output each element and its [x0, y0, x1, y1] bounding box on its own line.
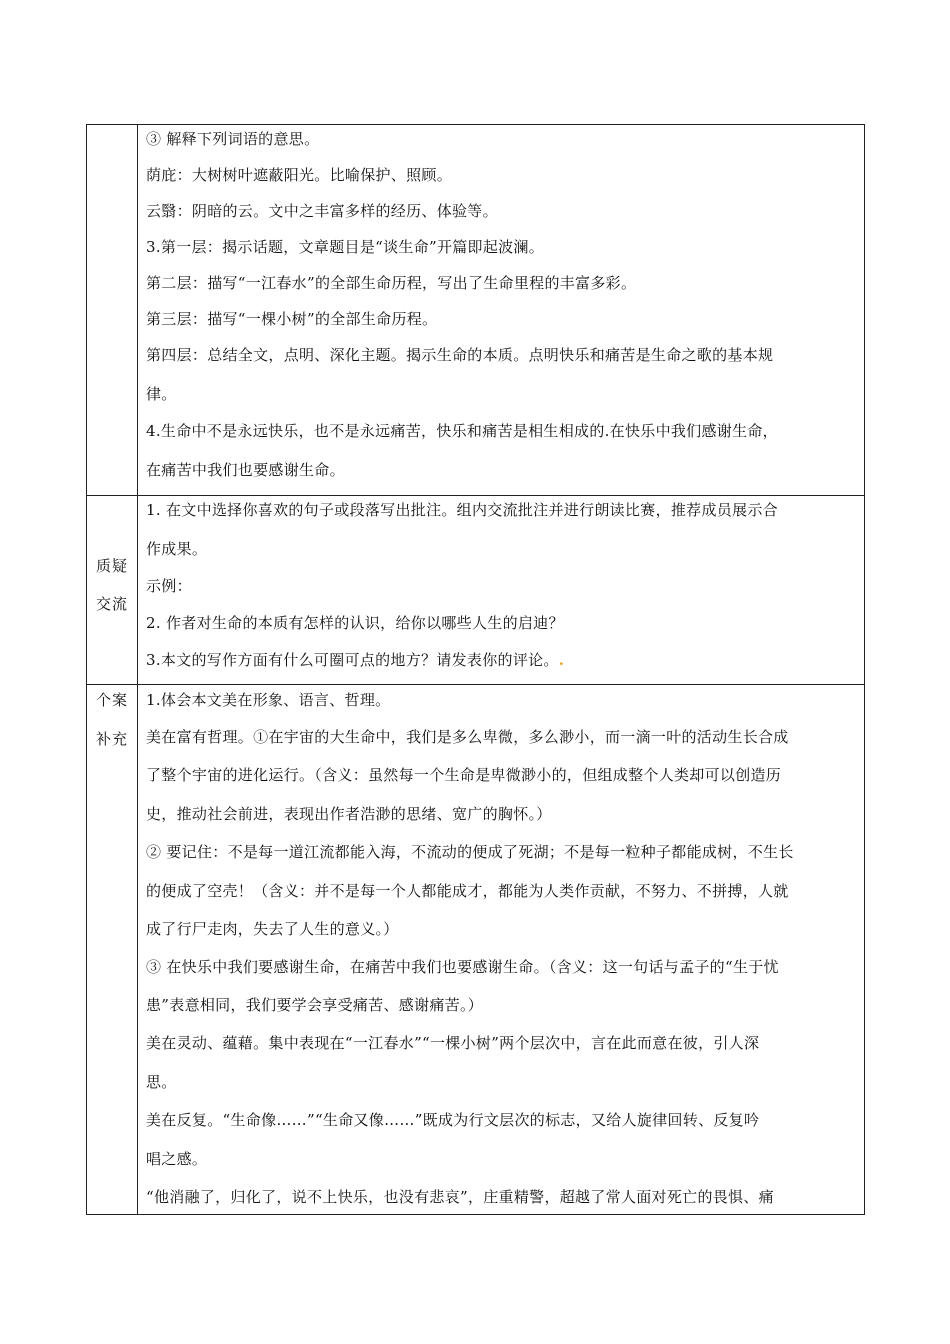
text-line: 唱之感。: [146, 1150, 208, 1168]
text-line: 美在反复。“生命像……”“生命又像……”既成为行文层次的标志，又给人旋律回转、反复吟: [146, 1111, 760, 1129]
text-line: 了整个宇宙的进化运行。（含义：虽然每一个生命是卑微渺小的，但组成整个人类却可以创造历: [146, 766, 782, 784]
text-line: 美在富有哲理。①在宇宙的大生命中，我们是多么卑微，多么渺小，而一滴一叶的活动生长合成: [146, 728, 789, 746]
text-line: 律。: [146, 385, 177, 403]
text-line: 1.体会本文美在形象、语言、哲理。: [146, 691, 391, 709]
text-line: 1. 在文中选择你喜欢的句子或段落写出批注。组内交流批注并进行朗读比赛，推荐成员展示合: [146, 501, 778, 519]
text-line: 云翳：阴暗的云。文中之丰富多样的经历、体验等。: [146, 202, 498, 220]
text-line: 患”表意相同，我们要学会享受痛苦、感谢痛苦。）: [146, 996, 484, 1014]
text-line: 示例：: [146, 577, 192, 595]
text-line: 的便成了空壳！（含义：并不是每一个人都能成才，都能为人类作贡献，不努力、不拼搏，人就: [146, 882, 789, 900]
text-line: 4.生命中不是永远快乐，也不是永远痛苦，快乐和痛苦是相生相成的.在快乐中我们感谢生命，: [146, 422, 778, 440]
text-line: 作成果。: [146, 540, 208, 558]
column-divider: [137, 124, 138, 1215]
text-content: 3.本文的写作方面有什么可圈可点的地方？请发表你的评论。: [146, 651, 559, 669]
text-line: 史，推动社会前进，表现出作者浩渺的思绪、宽广的胸怀。）: [146, 805, 552, 823]
text-line: 美在灵动、蕴藉。集中表现在“一江春水”“一棵小树”两个层次中，言在此而意在彼，引人深: [146, 1034, 760, 1052]
text-line: 在痛苦中我们也要感谢生命。: [146, 461, 345, 479]
text-line: 第二层：描写“一江春水”的全部生命历程，写出了生命里程的丰富多彩。: [146, 274, 637, 292]
orange-dot-mark: .: [558, 651, 565, 669]
text-line: 3.第一层：揭示话题，文章题目是“谈生命”开篇即起波澜。: [146, 238, 545, 256]
text-line: [146, 650, 564, 670]
text-line: 第三层：描写“一棵小树”的全部生命历程。: [146, 310, 438, 328]
text-line: 第四层：总结全文，点明、深化主题。揭示生命的本质。点明快乐和痛苦是生命之歌的基本规: [146, 346, 774, 364]
text-line: ③ 解释下列词语的意思。: [146, 130, 320, 148]
row-label-line: 补充: [96, 730, 129, 748]
row-label-line: 交流: [96, 595, 129, 613]
row-label-line: 个案: [96, 691, 129, 709]
row-divider-1: [86, 495, 865, 496]
text-line: 2. 作者对生命的本质有怎样的认识，给你以哪些人生的启迪？: [146, 614, 564, 632]
text-line: 思。: [146, 1073, 177, 1091]
row-divider-2: [86, 684, 865, 685]
text-line: 成了行尸走肉，失去了人生的意义。）: [146, 920, 399, 938]
text-line: 荫庇：大树树叶遮蔽阳光。比喻保护、照顾。: [146, 166, 453, 184]
text-line: “他消融了，归化了，说不上快乐，也没有悲哀”，庄重精警，超越了常人面对死亡的畏惧、痛: [146, 1188, 774, 1206]
text-line: ③ 在快乐中我们要感谢生命，在痛苦中我们也要感谢生命。（含义：这一句话与孟子的“生于忧: [146, 958, 779, 976]
row-label-line: 质疑: [96, 557, 129, 575]
text-line: ② 要记住：不是每一道江流都能入海，不流动的便成了死湖；不是每一粒种子都能成树，不生长: [146, 843, 794, 861]
